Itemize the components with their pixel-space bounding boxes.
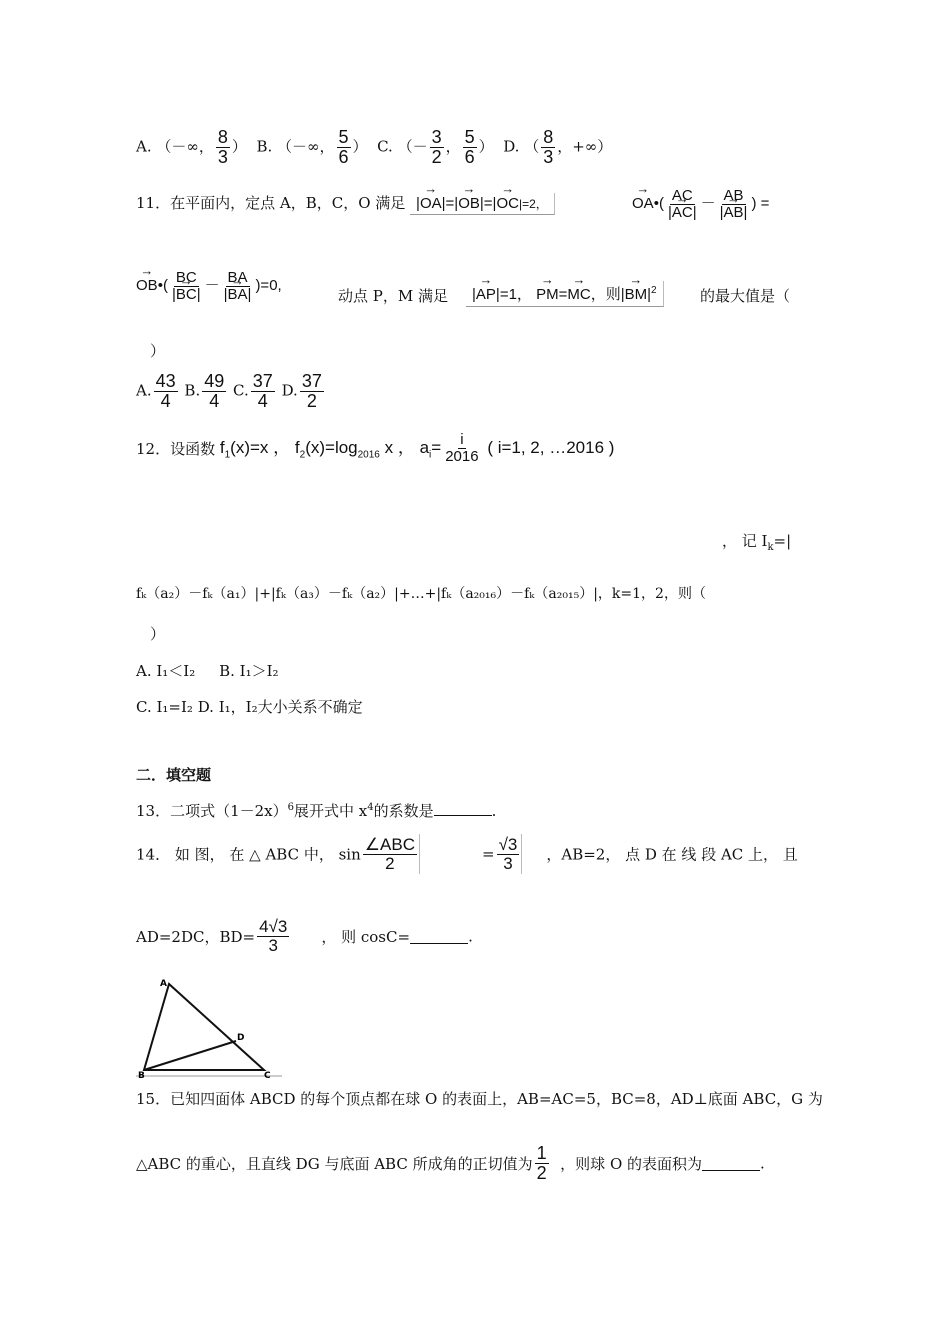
- q11-expr1: → OA•( $\frac{AC}{|\to AC|}$ － $\frac{AB}{|\to AB|}$ ) =: [632, 188, 769, 221]
- q12-line1: 12．设函数 $f_1(x)=x$ ， $f_2(x)=\log_{2016}$ x ， $a_i=$ $\frac{i}{2016}$ ( i=1, 2, …2016 ): [136, 431, 615, 465]
- q10-option-b: B. （－∞，: [256, 137, 335, 156]
- q11-option-c: $\frac{37}{4}$: [252, 371, 273, 411]
- q15-fraction: $\frac{1}{2}$: [536, 1143, 547, 1183]
- q14-bd-fraction: $\frac{4√3}{3}$: [259, 917, 288, 955]
- label-b: B: [138, 1071, 145, 1078]
- q11-stem: 11．在平面内，定点 A，B，C，O 满足: [136, 194, 406, 212]
- q12-close-paren: ）: [150, 625, 166, 643]
- q11-ba-fraction: $\frac{BA}{|\to BA|}$: [222, 270, 254, 303]
- q15-line1: 15．已知四面体 ABCD 的每个顶点都在球 O 的表面上，AB=AC=5，BC=8，AD⊥底面 ABC，G 为: [136, 1090, 823, 1108]
- q14-angle-fraction: $\frac{\text{∠ABC}}{2}$: [364, 834, 415, 873]
- q14-answer-blank[interactable]: [410, 929, 468, 944]
- q10-a-fraction: $\frac{8}{3}$: [217, 127, 228, 167]
- q11-line1: [136, 192, 555, 213]
- q14-line1: 14． 如 图， 在 △ ABC 中， sin $\frac{\text{∠ABC}}{2}$ = $\frac{√3}{3}$ ，AB=2， 点 D 在 线 段 AC 上， 且: [136, 834, 798, 873]
- q12-options-ab: [136, 660, 279, 681]
- q11-option-a: $\frac{43}{4}$: [155, 371, 176, 411]
- q12-line2: ， 记 $I_k=|$: [722, 532, 792, 553]
- q10-option-d: D. （: [503, 137, 540, 156]
- q10-d-fraction: $\frac{8}{3}$: [543, 127, 554, 167]
- q11-ab-fraction: $\frac{AB}{|\to AB|}$: [718, 188, 750, 221]
- q12-line3: fₖ（a₂）－fₖ（a₁）|+|fₖ（a₃）－fₖ（a₂）|+…+|fₖ（a₂₀₁₆）－fₖ（a₂₀₁₅）|，k=1，2，则（: [136, 586, 706, 602]
- q12-formula: $f_1(x)=x$ ， $f_2(x)=\log_{2016}$ x ， $a_i=$ $\frac{i}{2016}$ ( i=1, 2, …2016 ): [219, 431, 615, 465]
- q11-bc-fraction: $\frac{BC}{|\to BC|}$: [170, 270, 203, 303]
- q11-close-paren: ）: [150, 342, 166, 360]
- q13-answer-blank[interactable]: [434, 801, 492, 816]
- q11-options: A. $\frac{43}{4}$ B. $\frac{49}{4}$ C. $\frac{37}{4}$ D. $\frac{37}{2}$: [136, 371, 322, 411]
- q11-magnitudes: |→ OA|=|→ OB|=|→ OC|=2，: [410, 193, 555, 215]
- q11-line2-text: 动点 P，M 满足: [338, 287, 448, 305]
- q14-triangle-figure: [136, 974, 282, 1078]
- q11-option-b: $\frac{49}{4}$: [204, 371, 225, 411]
- segment-bd: [144, 1041, 236, 1070]
- label-a: A: [160, 979, 167, 989]
- q10-c2-fraction: $\frac{5}{6}$: [464, 127, 475, 167]
- q12-option-a: A. I₁＜I₂: [136, 662, 196, 680]
- q15-line2: △ABC 的重心，且直线 DG 与底面 ABC 所成角的正切值为 $\frac{1}{2}$ ，则球 O 的表面积为 .: [136, 1143, 765, 1183]
- q12-options-cd: C. I₁=I₂ D. I₁，I₂大小关系不确定: [136, 698, 363, 716]
- label-c: C: [264, 1071, 271, 1078]
- q14-sqrt3-fraction: $\frac{√3}{3}$: [498, 834, 518, 873]
- label-d: D: [237, 1033, 245, 1043]
- q14-line2: AD=2DC，BD= $\frac{4√3}{3}$ ， 则 cosC= .: [136, 917, 473, 955]
- q12-ai-fraction: $\frac{i}{2016}$: [445, 431, 479, 465]
- q10-option-a: A. （－∞，: [136, 137, 214, 156]
- triangle-abc: [144, 984, 264, 1070]
- q11-line2-tail: 的最大值是（: [700, 287, 791, 305]
- q10-c1-fraction: $\frac{3}{2}$: [431, 127, 442, 167]
- q15-answer-blank[interactable]: [702, 1156, 760, 1171]
- q10-options: A. （－∞， $\frac{8}{3}$ ） B. （－∞， $\frac{5}{6}$ ） C. （－ $\frac{3}{2}$ ， $\frac{5}{6}$ ） D. （ $\frac{8}{3}$ ，+∞）: [136, 127, 613, 167]
- q10-option-c: C. （－: [377, 137, 428, 156]
- q11-option-d: $\frac{37}{2}$: [301, 371, 322, 411]
- q11-expr2: → OB•( $\frac{BC}{|\to BC|}$ － $\frac{BA}{|\to BA|}$ )=0,: [136, 270, 282, 303]
- q11-conditions: |→ AP|=1， → PM=→ MC，则|→ $BM|^2$: [466, 281, 664, 307]
- q10-b-fraction: $\frac{5}{6}$: [338, 127, 349, 167]
- q13: 13．二项式$(1-2x)^6$展开式中 $x^4$的系数是 .: [136, 802, 497, 820]
- q12-option-b: B. I₁＞I₂: [219, 662, 279, 680]
- section-title: 二．填空题: [136, 766, 212, 784]
- q11-ac-fraction: $\frac{AC}{|\to AC|}$: [666, 188, 699, 221]
